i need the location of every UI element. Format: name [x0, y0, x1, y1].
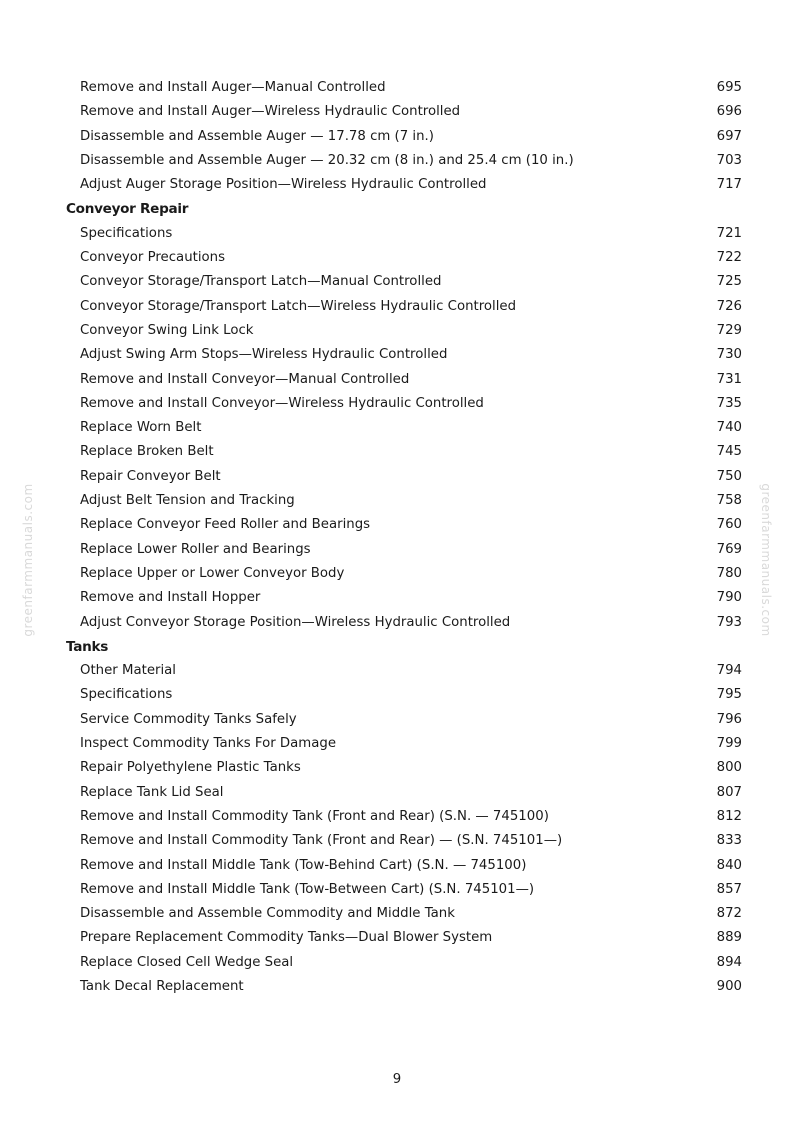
toc-entry[interactable]: [0, 125, 794, 149]
toc-entry-page-number[interactable]: 758: [716, 493, 742, 509]
toc-entry[interactable]: [0, 270, 794, 294]
toc-entry-title[interactable]: Conveyor Storage/Transport Latch—Wireless Hydraulic Controlled: [80, 298, 517, 314]
toc-entry-page-number[interactable]: 740: [716, 420, 742, 436]
toc-entry[interactable]: [0, 538, 794, 562]
toc-entry-page-number[interactable]: 745: [716, 444, 742, 460]
toc-entry[interactable]: [0, 343, 794, 367]
toc-entry-page-number[interactable]: 795: [716, 687, 742, 703]
toc-entry-page-number[interactable]: 833: [716, 833, 742, 849]
toc-entry-page-number[interactable]: 703: [716, 152, 742, 168]
toc-entry[interactable]: [0, 926, 794, 950]
watermark-left: greenfarmmanuals.com: [21, 483, 35, 637]
toc-entry-title[interactable]: Remove and Install Commodity Tank (Front and Rear) (S.N. — 745100): [80, 808, 549, 824]
toc-entry-page-number[interactable]: 730: [716, 347, 742, 363]
toc-entry[interactable]: [0, 683, 794, 707]
toc-entry-title[interactable]: Replace Tank Lid Seal: [80, 784, 224, 800]
toc-entry[interactable]: [0, 100, 794, 124]
toc-entry-page-number[interactable]: 697: [716, 128, 742, 144]
toc-entry[interactable]: [0, 586, 794, 610]
toc-entry-title[interactable]: Replace Closed Cell Wedge Seal: [80, 954, 294, 970]
toc-entry-title[interactable]: Disassemble and Assemble Auger — 20.32 cm (8 in.) and 25.4 cm (10 in.): [80, 152, 574, 168]
toc-entry[interactable]: [0, 975, 794, 999]
toc-entry[interactable]: [0, 878, 794, 902]
toc-entry-title[interactable]: Specifications: [80, 687, 173, 703]
toc-entry[interactable]: [0, 416, 794, 440]
toc-entry-title[interactable]: Conveyor Storage/Transport Latch—Manual Controlled: [80, 274, 442, 290]
toc-entry-page-number[interactable]: 872: [716, 906, 742, 922]
toc-entry-title[interactable]: Replace Conveyor Feed Roller and Bearings: [80, 517, 371, 533]
toc-entry-title[interactable]: Adjust Swing Arm Stops—Wireless Hydraulic Controlled: [80, 347, 448, 363]
toc-entry-title[interactable]: Remove and Install Auger—Wireless Hydraulic Controlled: [80, 104, 461, 120]
toc-entry-title[interactable]: Adjust Auger Storage Position—Wireless Hydraulic Controlled: [80, 177, 487, 193]
toc-entry-title[interactable]: Replace Lower Roller and Bearings: [80, 541, 311, 557]
toc-entry[interactable]: [0, 829, 794, 853]
toc-entry-title[interactable]: Adjust Belt Tension and Tracking: [80, 493, 295, 509]
toc-entry[interactable]: [0, 440, 794, 464]
toc-entry[interactable]: [0, 902, 794, 926]
toc-entry[interactable]: [0, 149, 794, 173]
toc-entry-title[interactable]: Replace Worn Belt: [80, 420, 202, 436]
toc-entry[interactable]: [0, 76, 794, 100]
toc-entry-page-number[interactable]: 731: [716, 371, 742, 387]
toc-entry-page-number[interactable]: 696: [716, 104, 742, 120]
toc-section-title: Tanks: [66, 638, 109, 655]
toc-entry-title[interactable]: Disassemble and Assemble Commodity and Middle Tank: [80, 906, 455, 922]
toc-entry-title[interactable]: Replace Broken Belt: [80, 444, 214, 460]
toc-entry[interactable]: [0, 295, 794, 319]
toc-entry-title[interactable]: Remove and Install Conveyor—Manual Controlled: [80, 371, 410, 387]
toc-entry-page-number[interactable]: 695: [716, 80, 742, 95]
toc-entry-title[interactable]: Disassemble and Assemble Auger — 17.78 cm (7 in.): [80, 128, 434, 144]
toc-entry-page-number[interactable]: 812: [716, 808, 742, 824]
toc-entry-title[interactable]: Remove and Install Conveyor—Wireless Hydraulic Controlled: [80, 395, 484, 411]
toc-entry-title[interactable]: Conveyor Swing Link Lock: [80, 322, 254, 338]
toc-entry[interactable]: [0, 781, 794, 805]
toc-entry-title[interactable]: Remove and Install Commodity Tank (Front and Rear) — (S.N. 745101—): [80, 833, 563, 849]
toc-entry[interactable]: [0, 319, 794, 343]
toc-entry-page-number[interactable]: 750: [716, 468, 742, 484]
page-number: 9: [392, 1072, 402, 1087]
toc-entry-title[interactable]: Remove and Install Hopper: [80, 590, 261, 606]
toc-entry-title[interactable]: Other Material: [80, 663, 176, 679]
toc-entry-title[interactable]: Adjust Conveyor Storage Position—Wireless Hydraulic Controlled: [80, 614, 511, 630]
toc-entry[interactable]: [0, 951, 794, 975]
toc-entry[interactable]: [0, 756, 794, 780]
toc-entry-page-number[interactable]: 721: [716, 225, 742, 241]
toc-entry-page-number[interactable]: 735: [716, 395, 742, 411]
toc-entry-title[interactable]: Specifications: [80, 225, 173, 241]
toc-entry[interactable]: [0, 246, 794, 270]
toc-entry[interactable]: [0, 708, 794, 732]
toc-entry[interactable]: [0, 805, 794, 829]
toc-entry-page-number[interactable]: 894: [716, 954, 742, 970]
toc-entry-title[interactable]: Inspect Commodity Tanks For Damage: [80, 736, 337, 752]
toc-entry[interactable]: [0, 392, 794, 416]
toc-entry[interactable]: [0, 562, 794, 586]
toc-entry-page-number[interactable]: 722: [716, 250, 742, 266]
table-of-contents: [0, 76, 794, 999]
toc-entry-page-number[interactable]: 725: [716, 274, 742, 290]
toc-entry-title[interactable]: Remove and Install Auger—Manual Controlled: [80, 80, 386, 95]
toc-entry-title[interactable]: Repair Polyethylene Plastic Tanks: [80, 760, 301, 776]
toc-entry-page-number[interactable]: 796: [716, 711, 742, 727]
toc-entry[interactable]: [0, 368, 794, 392]
toc-entry-title[interactable]: Conveyor Precautions: [80, 250, 226, 266]
watermark-right: greenfarmmanuals.com: [759, 483, 773, 637]
toc-entry-page-number[interactable]: 790: [716, 590, 742, 606]
toc-section-title: Conveyor Repair: [66, 201, 189, 218]
toc-section-heading: [0, 197, 794, 221]
toc-entry-title[interactable]: Remove and Install Middle Tank (Tow-Between Cart) (S.N. 745101—): [80, 881, 535, 897]
toc-entry-title[interactable]: Prepare Replacement Commodity Tanks—Dual Blower System: [80, 930, 493, 946]
toc-entry[interactable]: [0, 222, 794, 246]
toc-entry-page-number[interactable]: 807: [716, 784, 742, 800]
toc-entry-title[interactable]: Service Commodity Tanks Safely: [80, 711, 297, 727]
toc-entry-page-number[interactable]: 717: [716, 177, 742, 193]
toc-entry-title[interactable]: Replace Upper or Lower Conveyor Body: [80, 565, 345, 581]
toc-entry-page-number[interactable]: 840: [716, 857, 742, 873]
toc-entry-page-number[interactable]: 729: [716, 322, 742, 338]
toc-entry-page-number[interactable]: 780: [716, 565, 742, 581]
toc-entry-page-number[interactable]: 900: [716, 978, 742, 994]
toc-entry[interactable]: [0, 465, 794, 489]
toc-entry-page-number[interactable]: 793: [716, 614, 742, 630]
toc-entry-page-number[interactable]: 726: [716, 298, 742, 314]
toc-entry[interactable]: [0, 489, 794, 513]
toc-entry-title[interactable]: Remove and Install Middle Tank (Tow-Behind Cart) (S.N. — 745100): [80, 857, 527, 873]
toc-entry-page-number[interactable]: 857: [716, 881, 742, 897]
toc-entry[interactable]: [0, 173, 794, 197]
toc-entry[interactable]: [0, 732, 794, 756]
toc-entry[interactable]: [0, 659, 794, 683]
toc-entry-page-number[interactable]: 800: [716, 760, 742, 776]
toc-entry-page-number[interactable]: 889: [716, 930, 742, 946]
toc-entry[interactable]: [0, 513, 794, 537]
toc-entry-page-number[interactable]: 760: [716, 517, 742, 533]
toc-entry[interactable]: [0, 854, 794, 878]
toc-entry-page-number[interactable]: 769: [716, 541, 742, 557]
toc-entry-title[interactable]: Tank Decal Replacement: [80, 978, 244, 994]
toc-section-heading: [0, 635, 794, 659]
toc-entry-title[interactable]: Repair Conveyor Belt: [80, 468, 221, 484]
toc-entry[interactable]: [0, 611, 794, 635]
toc-entry-page-number[interactable]: 799: [716, 736, 742, 752]
toc-entry-page-number[interactable]: 794: [716, 663, 742, 679]
